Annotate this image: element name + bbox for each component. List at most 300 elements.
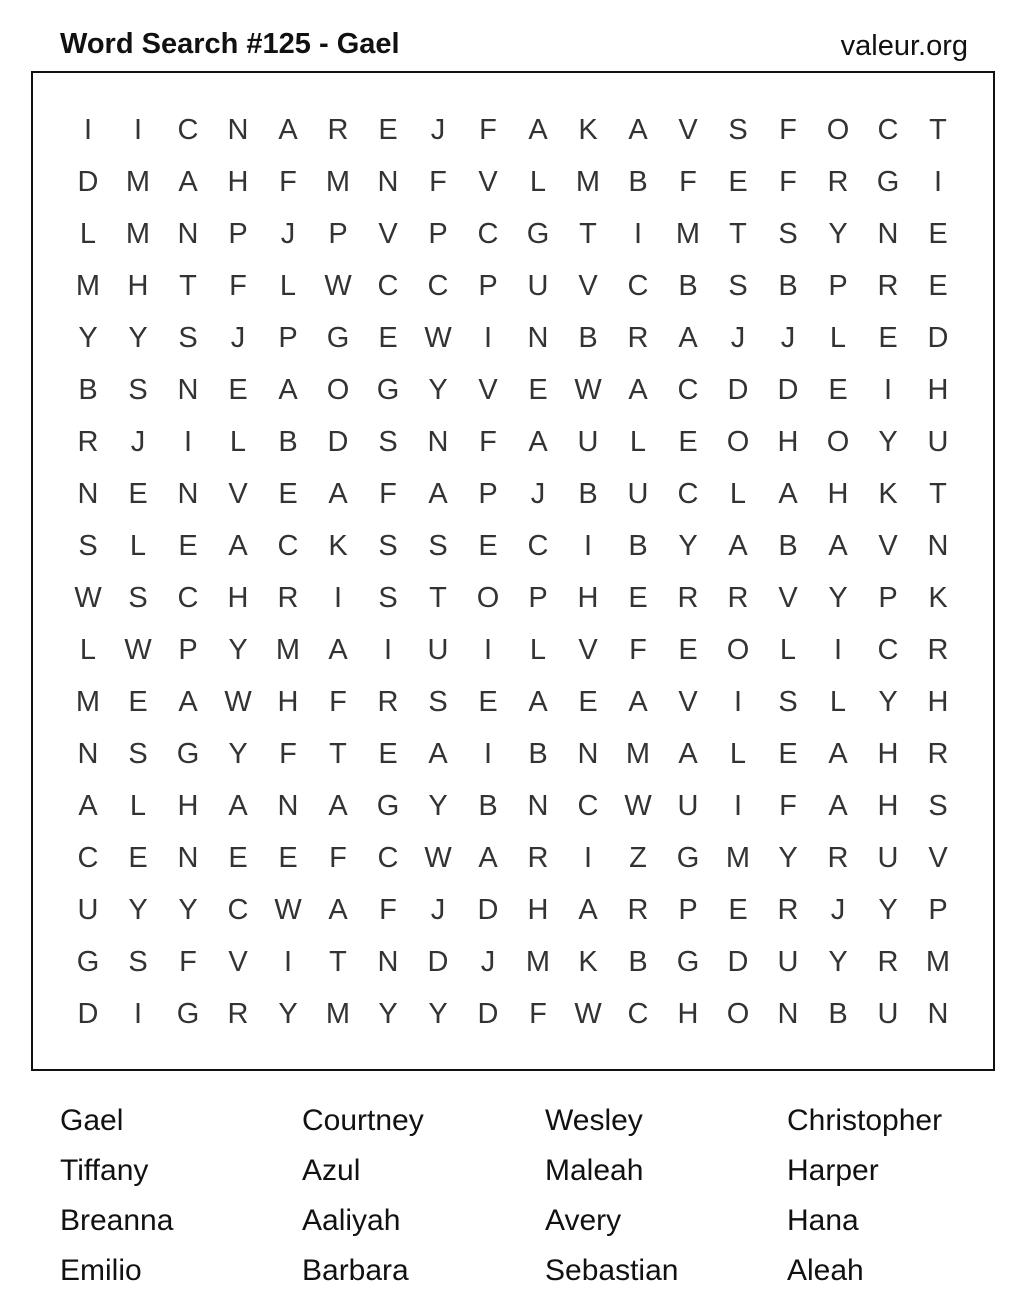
grid-letter: N <box>777 998 799 1030</box>
grid-letter: L <box>279 270 297 302</box>
grid-letter: N <box>527 322 549 354</box>
grid-letter: C <box>577 790 599 822</box>
grid-letter: U <box>627 478 649 510</box>
grid-letter: V <box>478 166 498 198</box>
grid-letter: C <box>877 634 899 666</box>
grid-letter: F <box>429 166 447 198</box>
grid-letter: U <box>877 998 899 1030</box>
grid-letter: B <box>528 738 548 770</box>
grid-letter: K <box>328 530 348 562</box>
grid-letter: C <box>877 114 899 146</box>
grid-letter: S <box>128 582 148 614</box>
grid-letter: V <box>578 634 598 666</box>
grid-letter: I <box>933 166 943 198</box>
grid-letter: O <box>726 634 750 666</box>
grid-letter: H <box>227 166 249 198</box>
grid-letter: F <box>279 738 297 770</box>
grid-letter: E <box>478 530 498 562</box>
grid-letter: M <box>925 946 951 978</box>
grid-letter: D <box>727 946 749 978</box>
grid-letter: N <box>927 530 949 562</box>
grid-letter: S <box>778 686 798 718</box>
grid-letter: K <box>578 946 598 978</box>
grid-letter: A <box>328 790 348 822</box>
grid-letter: D <box>927 322 949 354</box>
word-list-item: Azul <box>302 1154 361 1187</box>
grid-letter: J <box>230 322 246 354</box>
grid-letter: E <box>878 322 898 354</box>
grid-letter: E <box>528 374 548 406</box>
grid-letter: E <box>128 478 148 510</box>
puzzle-title: Word Search #125 - Gael <box>60 28 400 60</box>
grid-letter: J <box>830 894 846 926</box>
grid-letter: T <box>329 946 347 978</box>
grid-letter: W <box>74 582 102 614</box>
grid-letter: P <box>278 322 298 354</box>
grid-letter: L <box>829 686 847 718</box>
grid-letter: Y <box>178 894 198 926</box>
word-list-item: Sebastian <box>545 1254 679 1287</box>
grid-letter: E <box>278 842 298 874</box>
letter-grid <box>63 104 963 1040</box>
grid-letter: F <box>229 270 247 302</box>
grid-letter: Y <box>678 530 698 562</box>
grid-letter: G <box>376 790 400 822</box>
grid-letter: A <box>528 114 548 146</box>
grid-letter: R <box>927 634 949 666</box>
grid-letter: M <box>725 842 751 874</box>
grid-letter: H <box>677 998 699 1030</box>
grid-letter: V <box>478 374 498 406</box>
grid-letter: B <box>628 946 648 978</box>
grid-letter: H <box>227 582 249 614</box>
grid-letter: V <box>678 114 698 146</box>
grid-letter: G <box>876 166 900 198</box>
grid-letter: H <box>277 686 299 718</box>
grid-letter: B <box>578 478 598 510</box>
grid-letter: N <box>227 114 249 146</box>
grid-letter: P <box>478 270 498 302</box>
grid-letter: I <box>183 426 193 458</box>
grid-letter: M <box>125 218 151 250</box>
grid-letter: C <box>227 894 249 926</box>
grid-letter: Y <box>228 634 248 666</box>
grid-letter: F <box>329 686 347 718</box>
word-list-item: Christopher <box>787 1104 943 1137</box>
grid-letter: U <box>777 946 799 978</box>
grid-letter: R <box>927 738 949 770</box>
grid-letter: A <box>278 374 298 406</box>
grid-letter: K <box>878 478 898 510</box>
grid-letter: L <box>229 426 247 458</box>
grid-letter: O <box>726 998 750 1030</box>
grid-letter: M <box>575 166 601 198</box>
grid-letter: T <box>929 478 947 510</box>
grid-letter: T <box>429 582 447 614</box>
grid-letter: N <box>377 946 399 978</box>
grid-letter: Z <box>629 842 647 874</box>
grid-letter: N <box>577 738 599 770</box>
grid-letter: E <box>778 738 798 770</box>
grid-letter: E <box>628 582 648 614</box>
grid-letter: S <box>378 426 398 458</box>
grid-letter: A <box>778 478 798 510</box>
word-list-item: Aaliyah <box>302 1204 401 1237</box>
grid-letter: G <box>326 322 350 354</box>
grid-letter: M <box>525 946 551 978</box>
grid-letter: E <box>828 374 848 406</box>
grid-letter: D <box>477 894 499 926</box>
grid-letter: D <box>777 374 799 406</box>
grid-letter: U <box>77 894 99 926</box>
grid-letter: C <box>177 114 199 146</box>
grid-letter: L <box>729 478 747 510</box>
grid-letter: B <box>828 998 848 1030</box>
grid-letter: E <box>378 738 398 770</box>
grid-letter: L <box>79 218 97 250</box>
grid-letter: A <box>628 114 648 146</box>
grid-letter: Y <box>828 946 848 978</box>
grid-letter: N <box>177 218 199 250</box>
grid-letter: D <box>477 998 499 1030</box>
grid-letter: J <box>780 322 796 354</box>
grid-letter: I <box>133 998 143 1030</box>
grid-letter: A <box>428 478 448 510</box>
grid-letter: I <box>483 322 493 354</box>
grid-letter: J <box>730 322 746 354</box>
grid-letter: F <box>779 790 797 822</box>
grid-letter: M <box>625 738 651 770</box>
grid-letter: K <box>578 114 598 146</box>
grid-letter: N <box>177 842 199 874</box>
grid-letter: N <box>177 374 199 406</box>
grid-letter: E <box>928 270 948 302</box>
grid-letter: C <box>677 374 699 406</box>
grid-letter: V <box>578 270 598 302</box>
word-list-item: Hana <box>787 1204 859 1237</box>
grid-letter: G <box>676 842 700 874</box>
grid-letter: O <box>476 582 500 614</box>
grid-letter: R <box>877 270 899 302</box>
grid-letter: I <box>733 686 743 718</box>
grid-letter: E <box>278 478 298 510</box>
grid-letter: L <box>529 634 547 666</box>
grid-letter: P <box>878 582 898 614</box>
grid-letter: I <box>483 634 493 666</box>
grid-letter: S <box>128 374 148 406</box>
word-list-item: Emilio <box>60 1254 142 1287</box>
word-list-item: Avery <box>545 1204 622 1237</box>
grid-letter: F <box>179 946 197 978</box>
grid-letter: R <box>777 894 799 926</box>
grid-letter: L <box>79 634 97 666</box>
grid-letter: B <box>278 426 298 458</box>
grid-letter: V <box>228 478 248 510</box>
grid-letter: Y <box>128 894 148 926</box>
grid-letter: I <box>383 634 393 666</box>
grid-letter: H <box>877 738 899 770</box>
grid-letter: A <box>678 738 698 770</box>
grid-letter: G <box>176 738 200 770</box>
grid-letter: E <box>728 166 748 198</box>
grid-letter: C <box>627 270 649 302</box>
word-list-item: Maleah <box>545 1154 644 1187</box>
grid-letter: E <box>228 842 248 874</box>
grid-letter: C <box>177 582 199 614</box>
grid-letter: L <box>779 634 797 666</box>
grid-letter: E <box>678 426 698 458</box>
grid-letter: C <box>77 842 99 874</box>
grid-letter: E <box>128 686 148 718</box>
grid-letter: M <box>325 998 351 1030</box>
grid-letter: B <box>678 270 698 302</box>
grid-letter: H <box>127 270 149 302</box>
grid-letter: O <box>726 426 750 458</box>
grid-letter: U <box>877 842 899 874</box>
grid-letter: P <box>428 218 448 250</box>
grid-letter: R <box>77 426 99 458</box>
grid-letter: F <box>679 166 697 198</box>
grid-letter: R <box>527 842 549 874</box>
grid-letter: A <box>628 686 648 718</box>
grid-letter: E <box>128 842 148 874</box>
grid-letter: V <box>228 946 248 978</box>
grid-letter: W <box>424 322 452 354</box>
grid-letter: F <box>779 166 797 198</box>
grid-letter: O <box>326 374 350 406</box>
grid-letter: I <box>483 738 493 770</box>
grid-letter: Y <box>828 218 848 250</box>
grid-letter: B <box>478 790 498 822</box>
grid-letter: S <box>128 738 148 770</box>
grid-letter: N <box>927 998 949 1030</box>
grid-letter: D <box>327 426 349 458</box>
grid-letter: Y <box>878 894 898 926</box>
grid-letter: V <box>378 218 398 250</box>
grid-letter: W <box>224 686 252 718</box>
grid-letter: S <box>428 686 448 718</box>
grid-letter: F <box>479 114 497 146</box>
grid-letter: I <box>833 634 843 666</box>
grid-letter: S <box>728 270 748 302</box>
grid-letter: B <box>578 322 598 354</box>
grid-letter: A <box>828 530 848 562</box>
grid-letter: J <box>280 218 296 250</box>
grid-letter: C <box>677 478 699 510</box>
grid-letter: L <box>129 790 147 822</box>
grid-letter: S <box>778 218 798 250</box>
grid-letter: A <box>328 634 348 666</box>
grid-letter: T <box>579 218 597 250</box>
grid-letter: C <box>377 270 399 302</box>
grid-letter: F <box>479 426 497 458</box>
grid-letter: G <box>376 374 400 406</box>
grid-letter: K <box>928 582 948 614</box>
grid-letter: N <box>427 426 449 458</box>
grid-letter: M <box>75 270 101 302</box>
grid-letter: M <box>275 634 301 666</box>
grid-letter: F <box>529 998 547 1030</box>
site-name: valeur.org <box>840 30 968 62</box>
grid-letter: O <box>826 426 850 458</box>
grid-letter: O <box>826 114 850 146</box>
grid-letter: I <box>583 530 593 562</box>
grid-letter: A <box>228 530 248 562</box>
grid-letter: R <box>677 582 699 614</box>
grid-letter: E <box>178 530 198 562</box>
grid-letter: L <box>129 530 147 562</box>
grid-letter: Y <box>428 790 448 822</box>
grid-letter: Y <box>78 322 98 354</box>
grid-letter: L <box>629 426 647 458</box>
grid-letter: P <box>928 894 948 926</box>
grid-letter: A <box>278 114 298 146</box>
grid-letter: R <box>327 114 349 146</box>
grid-letter: C <box>377 842 399 874</box>
grid-letter: U <box>927 426 949 458</box>
grid-letter: Y <box>128 322 148 354</box>
grid-letter: M <box>325 166 351 198</box>
grid-letter: P <box>828 270 848 302</box>
grid-letter: H <box>577 582 599 614</box>
grid-letter: C <box>527 530 549 562</box>
grid-letter: I <box>333 582 343 614</box>
grid-letter: L <box>729 738 747 770</box>
grid-letter: Y <box>228 738 248 770</box>
grid-letter: A <box>828 790 848 822</box>
grid-letter: E <box>928 218 948 250</box>
grid-letter: A <box>528 426 548 458</box>
grid-letter: F <box>379 478 397 510</box>
grid-letter: B <box>628 530 648 562</box>
grid-letter: I <box>583 842 593 874</box>
grid-letter: W <box>124 634 152 666</box>
grid-letter: A <box>178 166 198 198</box>
grid-letter: W <box>574 998 602 1030</box>
grid-letter: Y <box>378 998 398 1030</box>
word-list-item: Tiffany <box>60 1154 149 1187</box>
grid-letter: A <box>728 530 748 562</box>
grid-letter: W <box>624 790 652 822</box>
word-list-item: Gael <box>60 1104 124 1137</box>
grid-letter: T <box>729 218 747 250</box>
grid-letter: P <box>228 218 248 250</box>
word-list-item: Wesley <box>545 1104 643 1137</box>
grid-letter: E <box>378 114 398 146</box>
grid-letter: A <box>528 686 548 718</box>
grid-letter: U <box>527 270 549 302</box>
grid-letter: E <box>728 894 748 926</box>
grid-letter: R <box>227 998 249 1030</box>
grid-letter: H <box>827 478 849 510</box>
grid-letter: C <box>427 270 449 302</box>
grid-letter: Y <box>428 374 448 406</box>
grid-letter: G <box>76 946 100 978</box>
grid-letter: H <box>177 790 199 822</box>
grid-letter: P <box>178 634 198 666</box>
grid-letter: Y <box>428 998 448 1030</box>
grid-letter: A <box>678 322 698 354</box>
grid-letter: V <box>778 582 798 614</box>
grid-letter: A <box>178 686 198 718</box>
grid-letter: D <box>727 374 749 406</box>
grid-letter: I <box>633 218 643 250</box>
grid-letter: J <box>530 478 546 510</box>
grid-letter: I <box>283 946 293 978</box>
grid-letter: A <box>628 374 648 406</box>
grid-letter: L <box>529 166 547 198</box>
grid-letter: R <box>827 842 849 874</box>
grid-letter: N <box>377 166 399 198</box>
grid-letter: N <box>877 218 899 250</box>
grid-letter: S <box>728 114 748 146</box>
grid-letter: S <box>378 530 398 562</box>
grid-letter: N <box>77 478 99 510</box>
grid-letter: Y <box>278 998 298 1030</box>
grid-letter: F <box>779 114 797 146</box>
grid-letter: R <box>877 946 899 978</box>
grid-letter: A <box>428 738 448 770</box>
grid-letter: P <box>678 894 698 926</box>
grid-letter: G <box>526 218 550 250</box>
grid-letter: N <box>527 790 549 822</box>
grid-letter: C <box>477 218 499 250</box>
grid-letter: P <box>328 218 348 250</box>
grid-letter: U <box>427 634 449 666</box>
grid-letter: S <box>78 530 98 562</box>
grid-letter: W <box>274 894 302 926</box>
grid-letter: E <box>478 686 498 718</box>
word-list-item: Barbara <box>302 1254 409 1287</box>
grid-letter: I <box>733 790 743 822</box>
grid-letter: R <box>627 322 649 354</box>
grid-letter: W <box>574 374 602 406</box>
grid-letter: U <box>577 426 599 458</box>
grid-letter: S <box>428 530 448 562</box>
grid-letter: Y <box>778 842 798 874</box>
grid-letter: F <box>629 634 647 666</box>
grid-letter: Y <box>878 686 898 718</box>
grid-letter: A <box>328 894 348 926</box>
grid-letter: E <box>678 634 698 666</box>
grid-letter: I <box>883 374 893 406</box>
grid-letter: S <box>378 582 398 614</box>
grid-letter: Y <box>828 582 848 614</box>
grid-letter: G <box>676 946 700 978</box>
grid-letter: A <box>328 478 348 510</box>
grid-letter: I <box>83 114 93 146</box>
grid-letter: M <box>125 166 151 198</box>
grid-letter: V <box>678 686 698 718</box>
grid-letter: D <box>77 998 99 1030</box>
grid-letter: J <box>430 114 446 146</box>
grid-letter: U <box>677 790 699 822</box>
word-list-item: Breanna <box>60 1204 174 1237</box>
grid-letter: A <box>78 790 98 822</box>
grid-letter: H <box>927 374 949 406</box>
grid-letter: B <box>78 374 98 406</box>
grid-letter: C <box>627 998 649 1030</box>
grid-letter: V <box>878 530 898 562</box>
grid-letter: H <box>877 790 899 822</box>
grid-letter: A <box>578 894 598 926</box>
grid-letter: G <box>176 998 200 1030</box>
grid-letter: J <box>130 426 146 458</box>
grid-letter: B <box>778 530 798 562</box>
grid-letter: R <box>727 582 749 614</box>
grid-letter: B <box>628 166 648 198</box>
grid-letter: M <box>675 218 701 250</box>
